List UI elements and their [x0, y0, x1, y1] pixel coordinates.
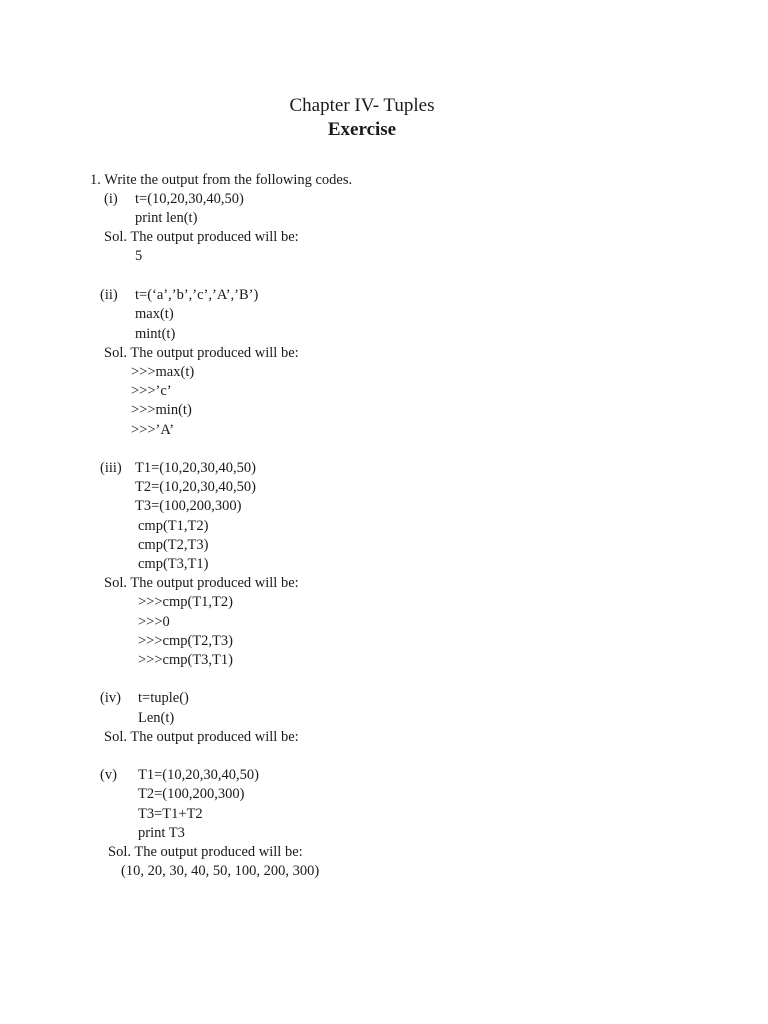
solution-label: Sol. The output produced will be:	[104, 575, 299, 591]
code-line: Len(t)	[138, 710, 175, 726]
output-line: >>>cmp(T3,T1)	[138, 652, 233, 668]
code-line: T3=(100,200,300)	[135, 498, 242, 514]
output-line: >>>cmp(T2,T3)	[138, 633, 233, 649]
code-line: T2=(100,200,300)	[138, 786, 245, 802]
exercise-heading: Exercise	[327, 119, 397, 140]
code-line: print T3	[138, 825, 185, 841]
code-line: T3=T1+T2	[138, 806, 203, 822]
code-line: T2=(10,20,30,40,50)	[135, 479, 256, 495]
code-line: cmp(T1,T2)	[138, 518, 209, 534]
part-label: (v)	[100, 767, 117, 783]
code-line: T1=(10,20,30,40,50)	[138, 767, 259, 783]
output-line: >>>’c’	[131, 383, 172, 399]
solution-label: Sol. The output produced will be:	[104, 345, 299, 361]
code-line: T1=(10,20,30,40,50)	[135, 460, 256, 476]
code-line: max(t)	[135, 306, 174, 322]
solution-label: Sol. The output produced will be:	[104, 229, 299, 245]
code-line: cmp(T3,T1)	[138, 556, 209, 572]
output-line: >>>0	[138, 614, 170, 630]
code-line: mint(t)	[135, 326, 176, 342]
part-label: (i)	[104, 191, 118, 207]
output-line: >>>cmp(T1,T2)	[138, 594, 233, 610]
output-line: 5	[135, 248, 143, 264]
output-line: >>>min(t)	[131, 402, 192, 418]
chapter-title: Chapter IV- Tuples	[289, 95, 435, 116]
part-label: (ii)	[100, 287, 118, 303]
part-label: (iv)	[100, 690, 121, 706]
part-label: (iii)	[100, 460, 122, 476]
output-line: >>>’A’	[131, 422, 175, 438]
code-line: cmp(T2,T3)	[138, 537, 209, 553]
code-line: t=tuple()	[138, 690, 189, 706]
solution-label: Sol. The output produced will be:	[108, 844, 303, 860]
question-text: 1. Write the output from the following codes.	[90, 172, 353, 188]
output-line: (10, 20, 30, 40, 50, 100, 200, 300)	[121, 863, 320, 879]
code-line: print len(t)	[135, 210, 198, 226]
output-line: >>>max(t)	[131, 364, 195, 380]
code-line: t=(‘a’,’b’,’c’,’A’,’B’)	[135, 287, 259, 303]
code-line: t=(10,20,30,40,50)	[135, 191, 244, 207]
solution-label: Sol. The output produced will be:	[104, 729, 299, 745]
